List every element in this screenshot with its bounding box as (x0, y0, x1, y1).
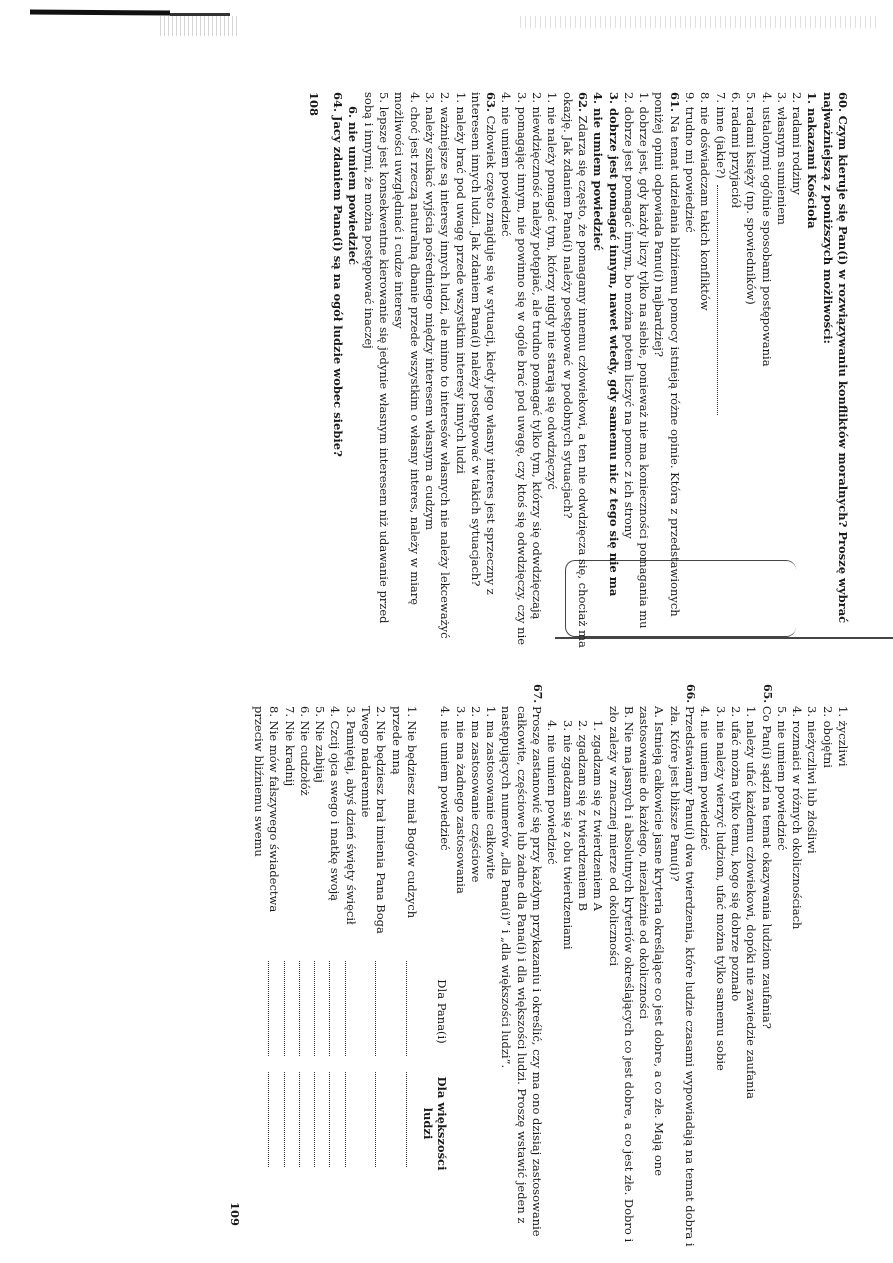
option: 4. nie umiem powiedzieć (499, 92, 514, 237)
option: 3. dobrze jest pomagać innym, nawet wtedy, gdy samemu nic z tego się nie ma (606, 92, 621, 597)
option: 3. nie należy wierzyć ludziom, ufać można tylko samemu sobie (713, 706, 728, 1071)
table-row (327, 706, 342, 1251)
answer-line-most[interactable] (299, 1072, 312, 1167)
option: 1. ma zastosowanie całkowite (484, 706, 499, 880)
question-text: Jacy zdaniem Pana(i) są na ogół ludzie wobec siebie? (331, 116, 346, 457)
column-header-self: Dla Pana(i) (434, 979, 449, 1044)
question-number: 60. (836, 92, 850, 113)
option: 1. dobrze jest, gdy każdy liczy tylko na siebie, ponieważ nie ma konieczności pomagania mu (637, 92, 652, 629)
table-row (358, 706, 389, 1251)
option: 5. radami księży (np. spowiedników) (744, 92, 759, 305)
option: 2. ważniejsze są interesy innych ludzi, ale mimo to interesów własnych nie należy lekceważyć (438, 92, 453, 639)
option: 8. nie doświadczam takich konfliktów (698, 92, 713, 311)
option: 1. nie należy pomagać tym, którzy nigdy nie starają się odwdzięczyć (545, 92, 560, 490)
answer-line-self[interactable] (268, 961, 281, 1056)
question-number: 65. (760, 684, 774, 704)
option: 4. nie umiem powiedzieć (698, 706, 713, 851)
option: 1. nakazami Kościoła (805, 92, 820, 229)
option: 4. nie umiem powiedzieć (545, 720, 560, 865)
option: 2. niewdzięczność należy potępiać, ale trudno pomagać tylko tym, którzy się odwdzięczają (530, 92, 545, 620)
option: 9. trudno mi powiedzieć (683, 92, 698, 233)
option: 1. zgadzam się z twierdzeniem A (591, 720, 606, 911)
question-number: 61. (667, 92, 682, 113)
option: 3. nie ma żadnego zastosowania (453, 706, 468, 894)
option: 3. należy szukać wyjścia pośredniego między interesem własnym a cudzym (422, 92, 437, 531)
answer-line-most[interactable] (314, 1072, 327, 1167)
table-row (312, 706, 327, 1251)
question-number: 67. (531, 684, 545, 704)
option: 4. nie umiem powiedzieć (591, 92, 606, 252)
question-65 (697, 684, 774, 1251)
table-row (281, 706, 296, 1251)
answer-line-self[interactable] (330, 961, 343, 1056)
answer-line-self[interactable] (345, 961, 358, 1056)
question-64-options (774, 706, 850, 1251)
answer-line-most[interactable] (406, 1072, 419, 1167)
commandment: 3. Pamiętaj, abyś dzień święty święcił (343, 706, 358, 925)
commandment: 1. Nie będziesz miał Bogów cudzych przede mną (389, 706, 419, 919)
option: 2. radami rodziny (790, 92, 805, 195)
commandment: 7. Nie kradnij (282, 706, 297, 787)
table-row (343, 706, 358, 1251)
answer-line-self[interactable] (375, 961, 388, 1056)
question-text: Przedstawiamy Panu(i) dwa twierdzenia, które ludzie czasami wypowiadają na temat dobra i zła. Które jest bliższe Panu(i)? (667, 706, 698, 1247)
question-67 (251, 684, 545, 1251)
option: 5. nie umiem powiedzieć (774, 706, 789, 851)
option: 4. ustalonymi ogólnie sposobami postępowania (759, 92, 774, 367)
question-60 (682, 92, 850, 652)
table-row (388, 706, 419, 1251)
question-number: 62. (575, 92, 590, 113)
option: 4. rozmaici w różnych okolicznościach (790, 706, 805, 930)
option: 6. radami przyjaciół (728, 92, 743, 209)
question-text: Człowiek często znajduje się w sytuacji, kiedy jego własny interes jest sprzeczny z interesem innych ludzi. Jak zdaniem Pana(i) należy postępować w takich sytuacjach? (468, 92, 499, 595)
commandment: 4. Czcij ojca swego i matkę swoją (328, 706, 343, 901)
question-number: 63. (484, 92, 499, 113)
option: 2. ma zastosowanie częściowe (468, 706, 483, 883)
page-109 (60, 684, 850, 1251)
commandment: 8. Nie mów fałszywego świadectwa przeciw bliźniemu swemu (252, 706, 282, 913)
commandment: 6. Nie cudzołóż (297, 706, 312, 796)
question-62 (498, 92, 590, 652)
option: 4. choć jest rzeczą naturalną dbanie przede wszystkim o własny interes, należy w miarę możliwości uwzględniać i cudze interesy (392, 92, 422, 606)
answer-line-most[interactable] (284, 1072, 297, 1167)
question-61 (590, 92, 682, 652)
page-108 (60, 92, 850, 652)
option: 3. pomagając innym, nie powinno się w ogóle brać pod uwagę, czy ktoś się odwdzięczy, czy nie (514, 92, 529, 646)
answer-line-most[interactable] (330, 1072, 343, 1167)
option: 1. życzliwi (836, 706, 850, 767)
scan-artifact-bar (30, 10, 170, 16)
page-number: 108 (306, 92, 321, 117)
statement-a: A. Istnieją całkowicie jasne kryteria określające co jest dobre, a co złe. Mają one zastosowanie do każdego, niezależnie od okoliczności (637, 706, 667, 1177)
question-text: Proszę zastanowić się przy każdym przykazaniu i określić, czy ma ono dzisiaj zastosowanie całkowite, częściowe lub żadne dla Pana(i) i dla większości ludzi. Proszę wstawić jeden z następujących numerów „dla Pana(i)” i „dla większości ludzi”. (499, 706, 545, 1237)
option: 1. należy ufać każdemu człowiekowi, dopóki nie zawiedzie zaufania (744, 706, 759, 1100)
table-row (297, 706, 312, 1251)
table-row (251, 706, 282, 1251)
question-text: Zdarza się często, że pomagamy innemu człowiekowi, a ten nie odwdzięcza się, chociaż ma okazję. Jak zdaniem Pana(i) należy postępować w podobnych sytuacjach? (560, 92, 590, 648)
column-header-most-people: Dla większości ludzi (420, 1076, 449, 1171)
answer-line-most[interactable] (375, 1072, 388, 1167)
answer-line-self[interactable] (299, 961, 312, 1056)
statement-b: B. Nie ma jasnych i absolutnych kryteriów określających co jest dobre, a co jest złe. Dobro i zło zależy w znacznej mierze od okoliczności (606, 706, 636, 1243)
question-63 (345, 92, 498, 652)
question-66 (544, 684, 698, 1251)
option: 2. zgadzam się z twierdzeniem B (575, 720, 590, 912)
option: 2. obojętni (820, 706, 835, 768)
question-text: Na temat udzielania bliźniemu pomocy istnieją różne opinie. Która z przedstawionych poniżej opinii odpowiada Panu(i) najbardziej? (652, 92, 682, 617)
answer-line-most[interactable] (268, 1072, 281, 1167)
question-64 (330, 92, 345, 652)
option: 4. nie umiem powiedzieć (438, 706, 453, 851)
answer-line-self[interactable] (314, 961, 327, 1056)
question-number: 64. (331, 92, 346, 113)
question-text: Czym kieruje się Pan(i) w rozwiązywaniu konfliktów moralnych? Proszę wybrać najważniejszą z poniższych możliwości: (820, 92, 850, 624)
commandment: 5. Nie zabijaj (313, 706, 328, 783)
option: 2. dobrze jest pomagać innym, bo można potem liczyć na pomoc z ich strony (621, 92, 636, 539)
scan-noise (160, 16, 240, 36)
option: 6. nie umiem powiedzieć (346, 106, 361, 266)
fill-in-line (717, 185, 718, 415)
commandment: 2. Nie będziesz brał imienia Pana Boga Twego nadaremnie (359, 706, 389, 934)
scan-noise (520, 16, 880, 28)
answer-line-most[interactable] (345, 1072, 358, 1167)
option-other (712, 92, 727, 652)
answer-line-self[interactable] (406, 961, 419, 1056)
option: 3. własnym sumieniem (774, 92, 789, 225)
page-number: 109 (227, 1201, 242, 1226)
answer-line-self[interactable] (284, 961, 297, 1056)
option: 3. nieżyczliwi lub złośliwi (805, 706, 820, 854)
question-number: 66. (684, 684, 698, 704)
option: 1. należy brać pod uwagę przede wszystkim interesy innych ludzi (453, 92, 468, 474)
option: 5. lepsze jest konsekwentne kierowanie się jedynie własnym interesem niż udawanie przed sobą i innymi, że można postępować inaczej (361, 92, 392, 624)
option: 3. nie zgadzam się z obu twierdzeniami (560, 720, 575, 950)
question-text: Co Pan(i) sądzi na temat okazywania ludziom zaufania? (759, 706, 774, 1029)
option: 2. ufać można tylko temu, kogo się dobrze poznało (728, 706, 743, 1002)
option-label: 7. inne (jakie?) (713, 92, 728, 179)
